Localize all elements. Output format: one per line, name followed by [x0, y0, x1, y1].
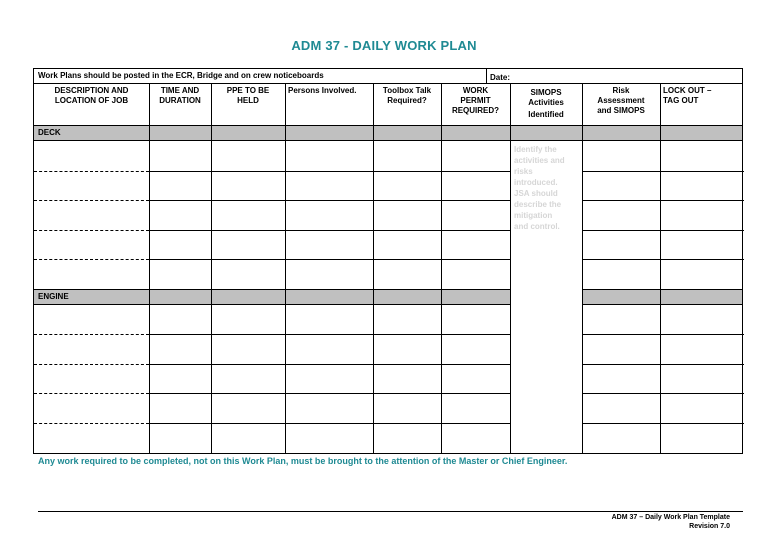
column-divider — [211, 84, 212, 454]
posting-note: Work Plans should be posted in the ECR, Bridge and on crew noticeboards — [38, 71, 324, 80]
column-header — [214, 86, 282, 106]
footer-note: Any work required to be completed, not on this Work Plan, must be brought to the attention of the Master or Chief Engineer. — [38, 456, 568, 466]
simops-note-line: JSA should — [514, 189, 558, 198]
column-header-line: WORK — [462, 86, 489, 95]
column-divider — [285, 84, 286, 454]
column-divider — [149, 84, 150, 454]
revision: Revision 7.0 — [689, 523, 730, 530]
column-header-line: REQUIRED? — [451, 106, 500, 115]
section-engine-right — [582, 289, 742, 305]
column-header-line: PPE TO BE — [226, 86, 270, 95]
row-divider-dashed — [34, 259, 149, 260]
row-divider — [149, 230, 510, 231]
row-divider — [149, 334, 510, 335]
column-header-line: Risk — [612, 86, 630, 95]
section-label: DECK — [38, 128, 61, 137]
row-divider — [582, 393, 744, 394]
document-title: ADM 37 - DAILY WORK PLAN — [291, 38, 477, 53]
row-divider-dashed — [34, 171, 149, 172]
footer-template-info — [612, 513, 730, 531]
row-divider — [582, 171, 744, 172]
simops-note-line: mitigation — [514, 211, 553, 220]
column-header-line: Assessment — [597, 96, 645, 105]
column-header-line: SIMOPS — [530, 88, 562, 97]
row-divider-dashed — [34, 423, 149, 424]
row-divider — [582, 364, 744, 365]
column-header — [585, 86, 657, 116]
column-divider — [510, 84, 511, 454]
row-divider — [149, 200, 510, 201]
row-divider — [149, 423, 510, 424]
footer-divider — [38, 511, 743, 512]
row-divider-dashed — [34, 393, 149, 394]
column-divider — [373, 84, 374, 454]
column-header-line: LOCATION OF JOB — [54, 96, 129, 105]
column-header — [376, 86, 438, 106]
row-divider — [582, 259, 744, 260]
column-header-line: and SIMOPS — [597, 106, 645, 115]
column-header-line: Persons Involved. — [288, 86, 357, 95]
posting-info-row — [33, 68, 743, 84]
column-header-line: Required? — [387, 96, 427, 105]
column-divider — [441, 84, 442, 454]
row-divider — [582, 334, 744, 335]
work-plan-table — [33, 84, 743, 454]
row-divider-dashed — [34, 364, 149, 365]
row-divider — [149, 364, 510, 365]
simops-note-line: describe the — [514, 200, 562, 209]
row-divider-dashed — [34, 334, 149, 335]
column-header-line: HELD — [237, 96, 259, 105]
column-header-line: Identified — [528, 110, 564, 119]
section-deck — [34, 125, 742, 141]
column-header-line: PERMIT — [460, 96, 491, 105]
simops-note-line: introduced. — [514, 178, 558, 187]
column-header — [37, 86, 146, 106]
column-header-line: LOCK OUT – — [663, 86, 712, 95]
column-header-line: TIME AND — [160, 86, 200, 95]
simops-note-line: risks — [514, 167, 533, 176]
column-header-line: DURATION — [159, 96, 201, 105]
column-header — [513, 88, 579, 120]
row-divider — [582, 230, 744, 231]
column-header-line: Activities — [528, 98, 564, 107]
row-divider — [149, 171, 510, 172]
section-label: ENGINE — [38, 291, 69, 301]
template-name: ADM 37 – Daily Work Plan Template — [611, 514, 730, 521]
row-divider-dashed — [34, 200, 149, 201]
column-header — [444, 86, 507, 116]
row-divider — [149, 393, 510, 394]
column-header-line: Toolbox Talk — [382, 86, 432, 95]
column-header-line: DESCRIPTION AND — [54, 86, 129, 95]
column-divider — [582, 84, 583, 454]
row-divider — [582, 200, 744, 201]
simops-note-line: Identify the — [514, 145, 557, 154]
row-divider — [149, 259, 510, 260]
column-divider — [660, 84, 661, 454]
date-label: Date: — [490, 73, 511, 82]
column-header — [152, 86, 208, 106]
simops-note-line: and control. — [514, 222, 560, 231]
simops-note-line: activities and — [514, 156, 565, 165]
info-separator — [486, 69, 487, 83]
row-divider-dashed — [34, 230, 149, 231]
column-header — [288, 86, 370, 96]
simops-guidance-note — [514, 144, 576, 232]
column-header — [663, 86, 741, 106]
column-header-line: TAG OUT — [663, 96, 699, 105]
row-divider — [582, 423, 744, 424]
section-engine — [34, 289, 510, 305]
